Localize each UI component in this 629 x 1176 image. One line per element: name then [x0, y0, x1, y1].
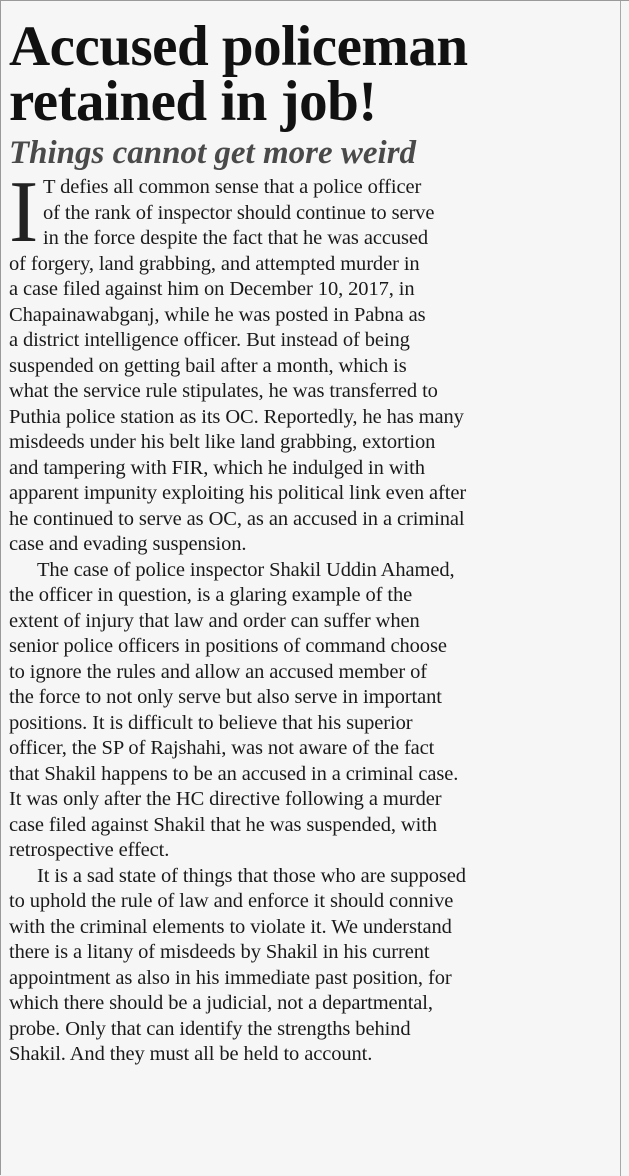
paragraph-line: retrospective effect. [9, 839, 170, 861]
column-rule [620, 1, 621, 1176]
paragraph-line: appointment as also in his immediate past position, for [9, 966, 452, 989]
paragraph-line: a case filed against him on December 10, 2017, in [9, 278, 415, 300]
paragraph-line: a district intelligence officer. But instead of being [9, 329, 410, 351]
paragraph-line: Chapainawabganj, while he was posted in Pabna as [9, 303, 426, 326]
paragraph-line: officer, the SP of Rajshahi, was not aware of the fact [9, 737, 435, 759]
paragraph-line: the officer in question, is a glaring example of the [9, 584, 413, 606]
paragraph-line: apparent impunity exploiting his political link even after [9, 482, 467, 504]
subheadline: Things cannot get more weird [9, 135, 417, 171]
paragraph-line: that Shakil happens to be an accused in a criminal case. [9, 762, 459, 785]
paragraph-line: case and evading suspension. [9, 533, 247, 555]
paragraph-3 [9, 864, 609, 1068]
paragraph-line: and tampering with FIR, which he indulged in with [9, 456, 425, 479]
paragraph-line: there is a litany of misdeeds by Shakil in his current [9, 941, 430, 963]
paragraph-line: senior police officers in positions of command choose [9, 635, 447, 657]
paragraph-line: which there should be a judicial, not a departmental, [9, 992, 433, 1014]
paragraph-line: he continued to serve as OC, as an accused in a criminal [9, 507, 465, 530]
paragraph-line: Shakil. And they must all be held to account. [9, 1043, 373, 1065]
paragraph-line: what the service rule stipulates, he was transferred to [9, 380, 438, 402]
paragraph-line: positions. It is difficult to believe that his superior [9, 711, 413, 734]
editorial-article [9, 15, 609, 1068]
article-body [9, 164, 609, 1068]
paragraph-line: with the criminal elements to violate it. We understand [9, 915, 452, 938]
paragraph-line: of the rank of inspector should continue to serve [43, 201, 435, 224]
paragraph-line: Puthia police station as its OC. Reportedly, he has many [9, 405, 464, 428]
headline [9, 15, 609, 133]
paragraph-line: probe. Only that can identify the strengths behind [9, 1017, 411, 1040]
paragraph-line: extent of injury that law and order can suffer when [9, 609, 420, 632]
drop-cap: I [9, 164, 39, 261]
paragraph-line: to uphold the rule of law and enforce it should connive [9, 890, 454, 912]
paragraph-line: It is a sad state of things that those who are supposed [37, 864, 466, 887]
headline-line: retained in job! [9, 70, 377, 133]
headline-line: Accused policeman [9, 15, 468, 78]
paragraph-1 [9, 164, 609, 558]
paragraph-line: of forgery, land grabbing, and attempted murder in [9, 252, 420, 275]
paragraph-line: T defies all common sense that a police officer [43, 176, 422, 198]
paragraph-line: The case of police inspector Shakil Uddin Ahamed, [37, 558, 455, 581]
paragraph-line: case filed against Shakil that he was suspended, with [9, 813, 437, 836]
paragraph-line: misdeeds under his belt like land grabbing, extortion [9, 431, 436, 453]
paragraph-line: in the force despite the fact that he was accused [43, 227, 428, 249]
paragraph-line: the force to not only serve but also serve in important [9, 686, 442, 708]
paragraph-line: suspended on getting bail after a month, which is [9, 354, 407, 377]
paragraph-2 [9, 558, 609, 864]
paragraph-line: to ignore the rules and allow an accused member of [9, 660, 427, 683]
paragraph-line: It was only after the HC directive following a murder [9, 788, 442, 810]
